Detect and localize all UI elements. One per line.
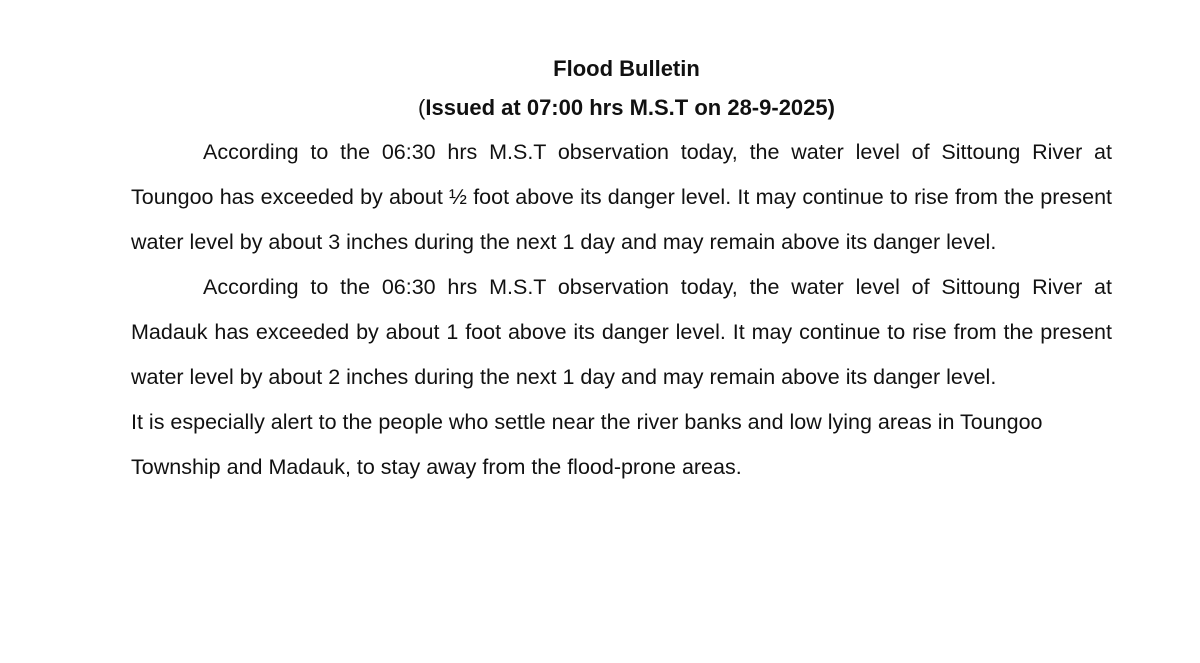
- paragraph-madauk: According to the 06:30 hrs M.S.T observation today, the water level of Sittoung River at Madauk has exceeded by about 1 foot above its danger level. It may continue to rise from the present water level by about 2 inches during the next 1 day and may remain above its danger level.: [131, 275, 1112, 389]
- subtitle-open-paren: (: [418, 95, 426, 120]
- bulletin-issue-time: [131, 88, 1112, 128]
- paragraph-alert: It is especially alert to the people who settle near the river banks and low lying areas in Toungoo Township and Madauk, to stay away from the flood-prone areas.: [131, 410, 1043, 479]
- paragraph-toungoo: According to the 06:30 hrs M.S.T observation today, the water level of Sittoung River at Toungoo has exceeded by about ½ foot above its danger level. It may continue to rise from the present water level by about 3 inches during the next 1 day and may remain above its danger level.: [131, 140, 1112, 254]
- bulletin-title: Flood Bulletin: [553, 56, 700, 81]
- subtitle-text: Issued at 07:00 hrs M.S.T on 28-9-2025): [425, 95, 835, 120]
